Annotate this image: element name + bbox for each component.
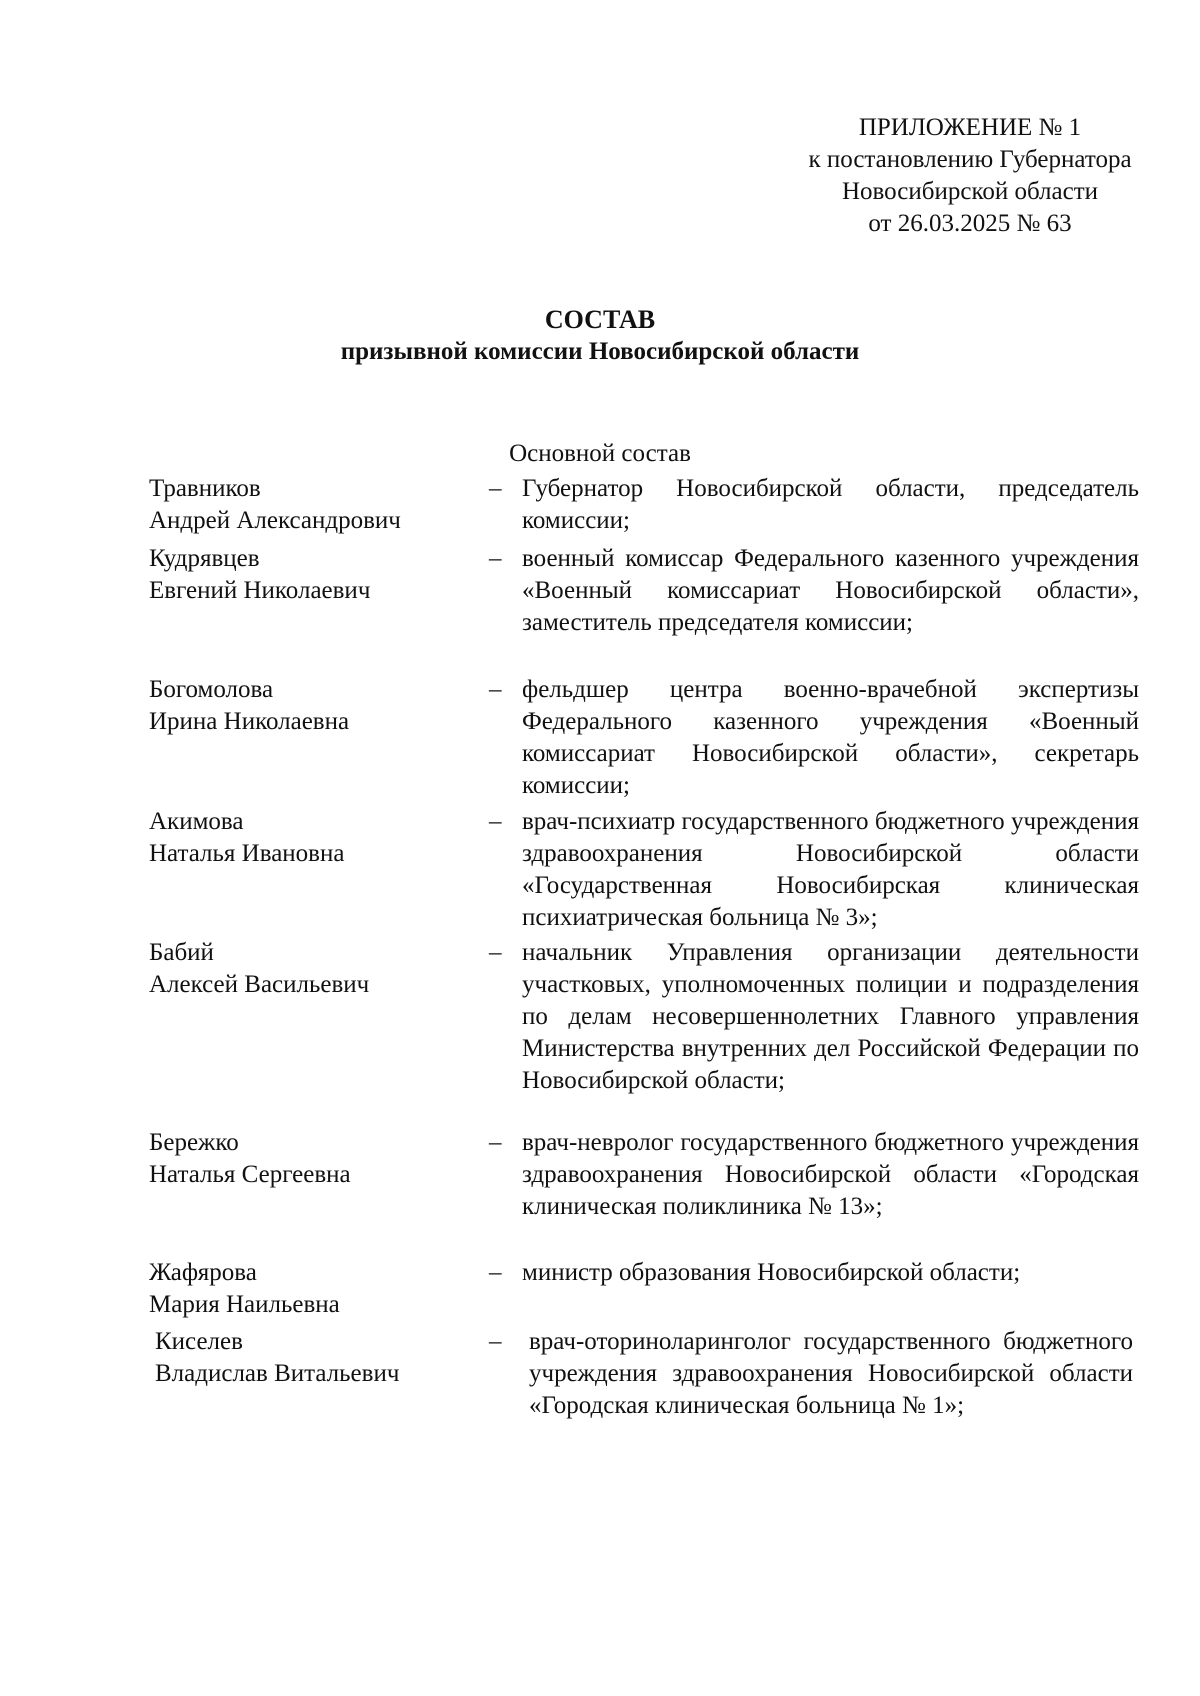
annex-region: Новосибирской области <box>841 178 1099 205</box>
member-name <box>149 1257 469 1321</box>
member-role: военный комиссар Федерального казенного учреждения «Военный комиссариат Новосибирской области», заместитель председателя комиссии; <box>522 545 1139 636</box>
member-name <box>149 674 469 738</box>
member-given-names: Наталья Ивановна <box>149 840 345 867</box>
member-surname: Жафярова <box>149 1259 257 1286</box>
dash-separator: – <box>489 808 502 835</box>
dash-separator: – <box>489 1129 502 1156</box>
document-title <box>0 304 1200 368</box>
member-role: врач-оториноларинголог государственного бюджетного учреждения здравоохранения Новосибирской области «Городская клиническая больница № 1»; <box>529 1328 1133 1419</box>
member-given-names: Владислав Витальевич <box>155 1360 400 1387</box>
member-surname: Бабий <box>149 939 214 966</box>
member-name <box>149 543 469 607</box>
member-role: фельдшер центра военно-врачебной экспертизы Федерального казенного учреждения «Военный комиссариат Новосибирской области», секретарь комиссии; <box>522 676 1139 799</box>
title-main: СОСТАВ <box>544 305 656 334</box>
member-role: начальник Управления организации деятельности участковых, уполномоченных полиции и подразделения по делам несовершеннолетних Главного управления Министерства внутренних дел Российской Федерации по Новосибирской области; <box>522 939 1139 1094</box>
member-surname: Богомолова <box>149 676 274 703</box>
annex-reference: к постановлению Губернатора <box>808 146 1132 173</box>
dash-separator: – <box>489 1328 502 1355</box>
member-surname: Акимова <box>149 808 244 835</box>
member-given-names: Алексей Васильевич <box>149 971 370 998</box>
member-name <box>149 806 469 870</box>
annex-date-number: от 26.03.2025 № 63 <box>868 210 1072 237</box>
member-given-names: Андрей Александрович <box>149 507 401 534</box>
member-surname: Травников <box>149 475 261 502</box>
member-role: министр образования Новосибирской области; <box>522 1259 1021 1286</box>
title-sub: призывной комиссии Новосибирской области <box>340 338 860 365</box>
section-title: Основной состав <box>509 440 691 467</box>
member-role: врач-невролог государственного бюджетного учреждения здравоохранения Новосибирской области «Городская клиническая поликлиника № 13»; <box>522 1129 1139 1220</box>
dash-separator: – <box>489 676 502 703</box>
member-given-names: Ирина Николаевна <box>149 708 350 735</box>
dash-separator: – <box>489 939 502 966</box>
annex-header <box>700 112 1200 240</box>
annex-number: ПРИЛОЖЕНИЕ № 1 <box>858 114 1082 141</box>
member-surname: Бережко <box>149 1129 239 1156</box>
member-given-names: Евгений Николаевич <box>149 577 371 604</box>
member-name <box>155 1326 475 1390</box>
member-given-names: Наталья Сергеевна <box>149 1161 351 1188</box>
member-surname: Кудрявцев <box>149 545 260 572</box>
member-name <box>149 473 469 537</box>
member-given-names: Мария Наильевна <box>149 1291 340 1318</box>
dash-separator: – <box>489 545 502 572</box>
dash-separator: – <box>489 1259 502 1286</box>
member-role: Губернатор Новосибирской области, председатель комиссии; <box>522 475 1139 534</box>
member-name <box>149 937 469 1001</box>
member-name <box>149 1127 469 1191</box>
member-surname: Киселев <box>155 1328 243 1355</box>
dash-separator: – <box>489 475 502 502</box>
member-role: врач-психиатр государственного бюджетного учреждения здравоохранения Новосибирской области «Государственная Новосибирская клиническая психиатрическая больница № 3»; <box>522 808 1139 931</box>
